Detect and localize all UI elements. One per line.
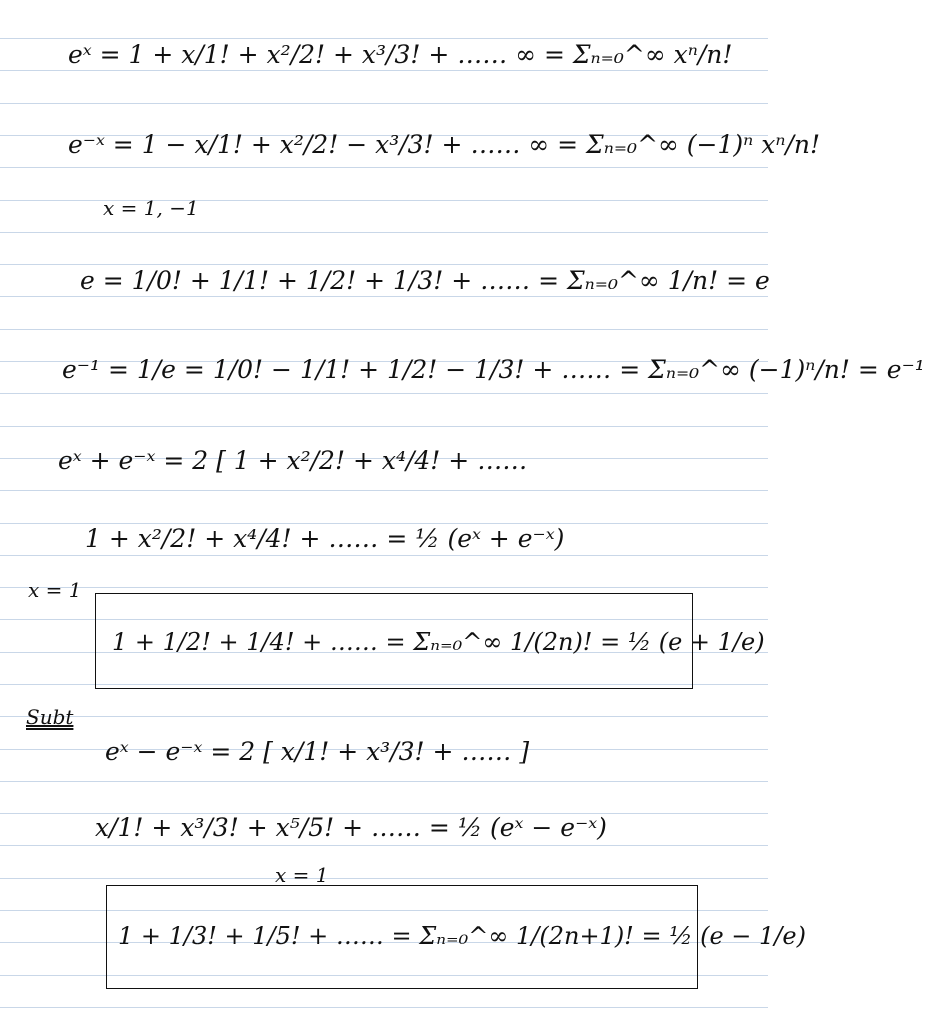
equation-e-series: e = 1/0! + 1/1! + 1/2! + 1/3! + …… = Σₙ₌₀^∞ 1/n! = e: [80, 266, 770, 295]
ruled-line: [0, 103, 768, 104]
ruled-line: [0, 38, 768, 39]
ruled-line: [0, 426, 768, 427]
x-equals-one-note-b: x = 1: [275, 863, 329, 887]
ruled-line: [0, 1007, 768, 1008]
equation-sum-exp: eˣ + e⁻ˣ = 2 [ 1 + x²/2! + x⁴/4! + ……: [58, 446, 528, 475]
equation-diff-exp: eˣ − e⁻ˣ = 2 [ x/1! + x³/3! + …… ]: [105, 737, 530, 766]
ruled-line: [0, 878, 768, 879]
ruled-line: [0, 845, 768, 846]
x-values-note: x = 1, −1: [103, 196, 199, 220]
ruled-line: [0, 296, 768, 297]
equation-inv-e-series: e⁻¹ = 1/e = 1/0! − 1/1! + 1/2! − 1/3! + …… = Σₙ₌₀^∞ (−1)ⁿ/n! = e⁻¹: [62, 355, 925, 384]
ruled-line: [0, 393, 768, 394]
ruled-line: [0, 587, 768, 588]
ruled-line: [0, 781, 768, 782]
equation-result-odd: 1 + 1/3! + 1/5! + …… = Σₙ₌₀^∞ 1/(2n+1)! = ½ (e − 1/e): [118, 922, 806, 950]
subt-label: Subt: [26, 705, 74, 729]
ruled-line: [0, 555, 768, 556]
ruled-line: [0, 264, 768, 265]
ruled-line: [0, 232, 768, 233]
equation-neg-exp-series: e⁻ˣ = 1 − x/1! + x²/2! − x³/3! + …… ∞ = Σₙ₌₀^∞ (−1)ⁿ xⁿ/n!: [68, 130, 821, 159]
equation-cosh-series: 1 + x²/2! + x⁴/4! + …… = ½ (eˣ + e⁻ˣ): [85, 524, 565, 553]
ruled-line: [0, 329, 768, 330]
x-equals-one-note-a: x = 1: [28, 578, 82, 602]
ruled-line: [0, 716, 768, 717]
equation-result-even: 1 + 1/2! + 1/4! + …… = Σₙ₌₀^∞ 1/(2n)! = ½ (e + 1/e): [112, 628, 765, 656]
equation-sinh-series: x/1! + x³/3! + x⁵/5! + …… = ½ (eˣ − e⁻ˣ): [95, 813, 607, 842]
ruled-line: [0, 490, 768, 491]
equation-exp-series: eˣ = 1 + x/1! + x²/2! + x³/3! + …… ∞ = Σₙ₌₀^∞ xⁿ/n!: [68, 40, 733, 69]
ruled-line: [0, 167, 768, 168]
ruled-line: [0, 70, 768, 71]
